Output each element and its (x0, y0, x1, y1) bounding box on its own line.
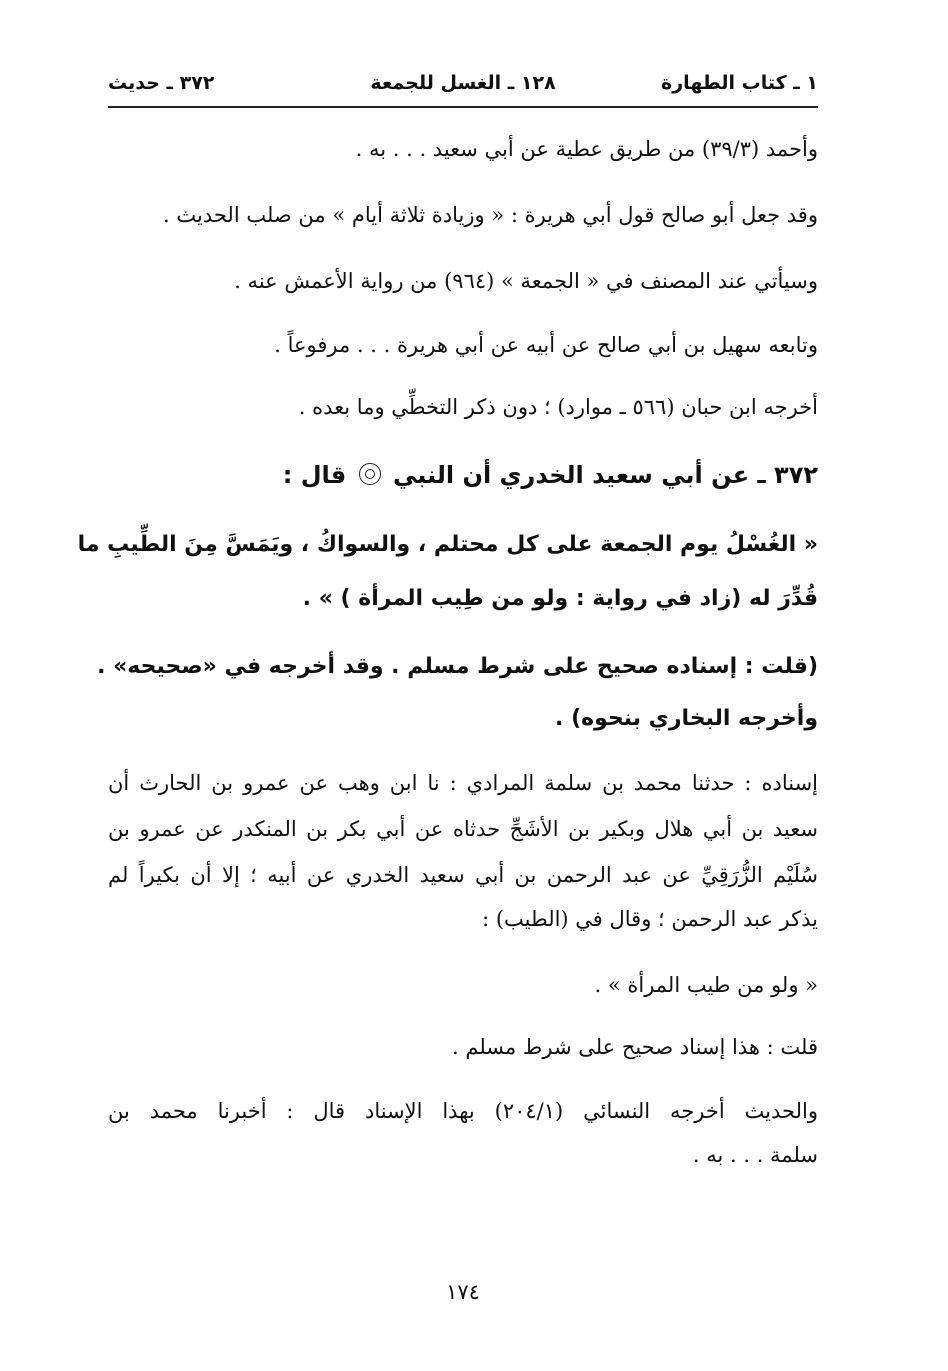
matn-line: « الغُسْلُ يوم الجمعة على كل محتلم ، والسواكُ ، ويَمَسَّ مِنَ الطِّيبِ ما (77, 532, 818, 557)
header-book-title: ١ ـ كتاب الطهارة (661, 72, 818, 94)
verdict-line: وأخرجه البخاري بنحوه) . (555, 706, 818, 731)
isnad-line: إسناده : حدثنا محمد بن سلمة المرادي : نا ابن وهب عن عمرو بن الحارث أن (108, 771, 818, 795)
intro-line: وقد جعل أبو صالح قول أبي هريرة : « وزيادة ثلاثة أيام » من صلب الحديث . (163, 203, 818, 227)
salawat-icon (359, 463, 381, 485)
isnad-line: يذكر عبد الرحمن ؛ وقال في (الطيب) : (482, 907, 818, 931)
quote-line: « ولو من طيب المرأة » . (594, 973, 818, 997)
hadith-heading-end: قال : (282, 461, 347, 489)
page-number: ١٧٤ (446, 1280, 480, 1304)
qultu-line: قلت : هذا إسناد صحيح على شرط مسلم . (452, 1035, 818, 1059)
intro-line: وتابعه سهيل بن أبي صالح عن أبيه عن أبي هريرة . . . مرفوعاً . (274, 333, 818, 357)
header-divider (108, 106, 818, 108)
final-line: سلمة . . . به . (692, 1143, 818, 1167)
intro-line: وسيأتي عند المصنف في « الجمعة » (٩٦٤) من رواية الأعمش عنه . (234, 269, 818, 293)
matn-line: قُدِّرَ له (زاد في رواية : ولو من طِيب المرأة ) » . (302, 586, 818, 611)
hadith-heading (108, 460, 818, 490)
isnad-line: سُلَيْم الزُّرَقِيِّ عن عبد الرحمن بن أبي سعيد الخدري عن أبيه ؛ إلا أن بكيراً لم (108, 863, 818, 887)
running-header (108, 72, 818, 102)
hadith-heading-text: ٣٧٢ ـ عن أبي سعيد الخدري أن النبي (393, 461, 818, 489)
intro-line: وأحمد (٣٩/٣) من طريق عطية عن أبي سعيد . . . به . (355, 137, 818, 161)
header-chapter-title: ١٢٨ ـ الغسل للجمعة (370, 72, 556, 94)
intro-line: أخرجه ابن حبان (٥٦٦ ـ موارد) ؛ دون ذكر التخطِّي وما بعده . (298, 395, 818, 419)
verdict-line: (قلت : إسناده صحيح على شرط مسلم . وقد أخرجه في «صحيحه» . (97, 654, 818, 679)
final-line: والحديث أخرجه النسائي (٢٠٤/١) بهذا الإسناد قال : أخبرنا محمد بن (108, 1099, 818, 1123)
header-hadith-number: ٣٧٢ ـ حديث (108, 72, 215, 94)
isnad-line: سعيد بن أبي هلال وبكير بن الأشَجِّ حدثاه عن أبي بكر بن المنكدر عن عمرو بن (108, 817, 818, 841)
